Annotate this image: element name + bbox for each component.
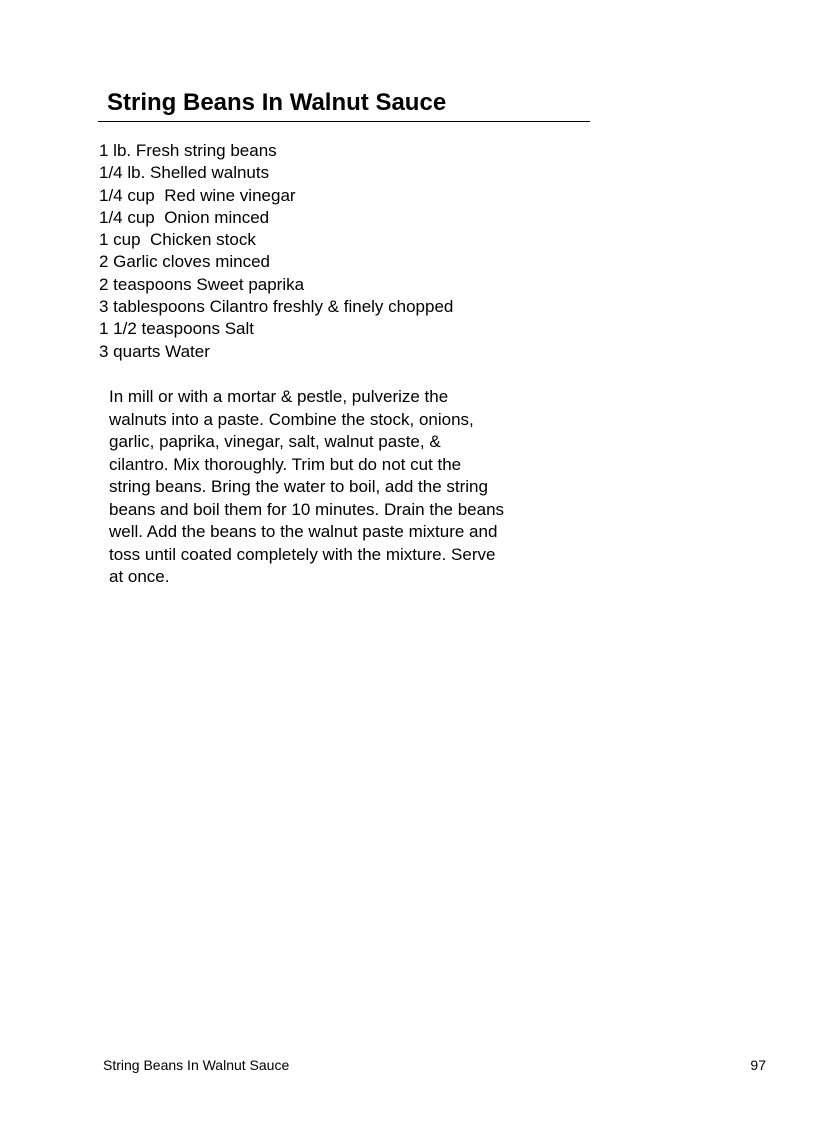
title-block — [98, 88, 590, 122]
instruction-line: walnuts into a paste. Combine the stock, onions, — [109, 409, 474, 429]
page-number: 97 — [750, 1057, 766, 1073]
ingredient-item: 1/4 cup Onion minced — [99, 207, 270, 227]
instruction-line: toss until coated completely with the mixture. Serve — [109, 544, 496, 564]
instruction-line: at once. — [109, 567, 170, 586]
instruction-line: string beans. Bring the water to boil, add the string — [109, 477, 488, 496]
instruction-line: garlic, paprika, vinegar, salt, walnut paste, & — [109, 432, 441, 451]
footer-title: String Beans In Walnut Sauce — [103, 1057, 290, 1073]
instruction-line: In mill or with a mortar & pestle, pulverize the — [109, 387, 449, 406]
ingredient-item: 1 cup Chicken stock — [99, 230, 256, 250]
instruction-line: well. Add the beans to the walnut paste mixture and — [109, 522, 498, 541]
ingredient-item: 3 tablespoons Cilantro freshly & finely chopped — [99, 297, 454, 317]
ingredient-list — [99, 140, 453, 363]
ingredient-item: 2 Garlic cloves minced — [99, 252, 271, 272]
ingredient-item: 3 quarts Water — [99, 341, 210, 361]
recipe-title: String Beans In Walnut Sauce — [107, 89, 447, 116]
ingredient-item: 1 1/2 teaspoons Salt — [99, 319, 255, 339]
ingredient-item: 1/4 cup Red wine vinegar — [99, 185, 296, 205]
ingredient-item: 1 lb. Fresh string beans — [99, 141, 277, 160]
instructions-paragraph — [109, 386, 549, 589]
ingredient-item: 2 teaspoons Sweet paprika — [99, 274, 305, 294]
ingredient-item: 1/4 lb. Shelled walnuts — [99, 163, 270, 183]
instruction-line: cilantro. Mix thoroughly. Trim but do not cut the — [109, 454, 462, 474]
instruction-line: beans and boil them for 10 minutes. Drain the beans — [109, 499, 505, 519]
